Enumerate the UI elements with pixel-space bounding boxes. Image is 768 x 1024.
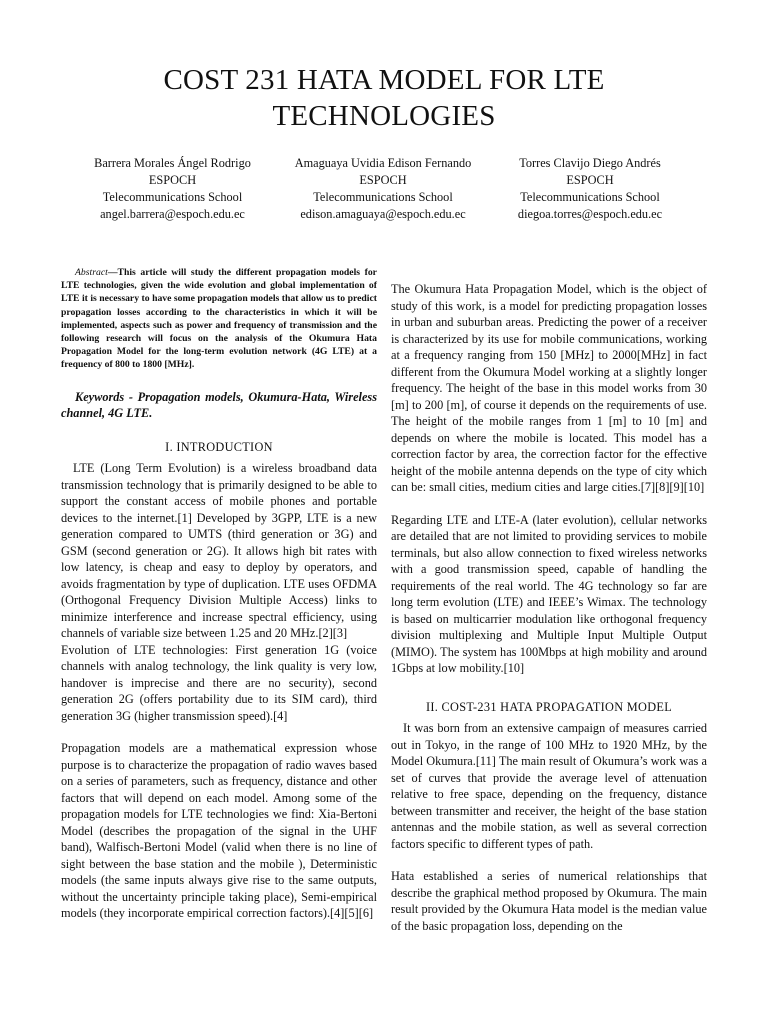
author-name: Barrera Morales Ángel Rodrigo (94, 156, 251, 170)
author-school: Telecommunications School (520, 190, 660, 204)
author-block-1 (70, 155, 275, 223)
title-line-1: COST 231 HATA MODEL FOR LTE (163, 64, 605, 96)
intro-paragraph-1: LTE (Long Term Evolution) is a wireless broadband data transmission technology that is primarily designed to be able to support the constant access of mobile phones and portable devices to the internet.[1] Developed by 3GPP, LTE is a new generation compared to UMTS (third generation or 3G) and GSM (second generation or 2G). It allows high bit rates with low latency, is cheap and easy to deploy by operators, and avoids fragmentation by type of duplication. LTE uses OFDMA (Orthogonal Frequency Division Multiple Access) links to minimize interference and increase spectral efficiency, using channels of variable size between 1.25 and 20 MHz.[2][3] (61, 461, 377, 641)
author-affiliation: ESPOCH (148, 173, 197, 187)
right-column (391, 281, 707, 934)
author-email: angel.barrera@espoch.edu.ec (100, 207, 245, 221)
cost231-paragraph-1: It was born from an extensive campaign of measures carried out in Tokyo, in the range of 100 MHz to 1920 MHz, by the Model Okumura.[11] The main result of Okumura’s work was a set of curves that provide the average level of attenuation relative to free space, depending on the frequency, distance between transmitter and receiver, the height of the base station antennas and the mobile station, as well as several correction factors specific to different types of path. (391, 721, 707, 851)
author-name: Torres Clavijo Diego Andrés (519, 156, 661, 170)
intro-paragraph-3: Propagation models are a mathematical expression whose purpose is to characterize the propagation of radio waves based on a series of parameters, such as frequency, distance and other factors that will depend on each model. Among some of the propagation models for LTE technologies we find: Xia-Bertoni Model (describes the propagation of the signal in the UHF band), Walfisch-Bertoni Model (valid when there is no line of sight between the base station and the mobile ), Deterministic models (the same inputs always give rise to the same outputs, without the uncertainty principle taking place), Semi-empirical models (they incorporate empirical correction factors).[4][5][6] (61, 741, 377, 921)
intro-paragraph-2: Evolution of LTE technologies: First generation 1G (voice channels with analog technology, the link quality is very low, handover is imprecise and there are no security), second generation 2G (offers portability due to its SIM card), third generation 3G (higher transmission speed).[4] (61, 642, 377, 723)
abstract-label: Abstract (75, 267, 108, 278)
paper-title (60, 62, 708, 134)
section-heading-cost231: II. COST-231 HATA PROPAGATION MODEL (425, 699, 673, 714)
author-affiliation: ESPOCH (359, 173, 407, 187)
abstract-text: —This article will study the different propagation models for LTE technologies, given the wide evolution and global implementation of LTE it is necessary to have some propagation models that allow us to predict propagation losses according to the characteristics in which it will be implemented, aspects such as power and frequency of transmission and the following research will focus on the analysis of the Okumura Hata Propagation Model for the long-term evolution network (4G LTE) at a frequency of 800 to 1800 [MHz]. (61, 267, 377, 371)
author-email: diegoa.torres@espoch.edu.ec (517, 207, 663, 221)
section-heading-introduction: I. INTRODUCTION (165, 439, 273, 454)
author-email: edison.amaguaya@espoch.edu.ec (300, 207, 466, 221)
left-column (61, 266, 377, 922)
okumura-hata-paragraph: The Okumura Hata Propagation Model, which is the object of study of this work, is a model for predicting propagation losses in urban and suburban areas. Predicting the power of a receiver is characterized by its use for mobile communications, working at a frequency ranging from 150 [MHz] to 2000[MHz] in fact different from the Okumura Model working at a slightly longer frequency. The height of the base in this model works from 30 [m] to 200 [m], of course it depends on the requirements of use. The height of the mobile ranges from 1 [m] to 10 [m] and depends on where the mobile is located. This model has a correction factor by area, the correction factor for the effective height of the mobile antenna depends on the type of city which can be: small cities, medium cities and large cities.[7][8][9][10] (391, 282, 707, 494)
author-school: Telecommunications School (313, 190, 453, 204)
abstract (61, 266, 377, 372)
author-affiliation: ESPOCH (566, 173, 614, 187)
author-block-2 (278, 155, 488, 223)
title-line-2: TECHNOLOGIES (272, 100, 496, 132)
lte-paragraph: Regarding LTE and LTE-A (later evolution), cellular networks are detailed that are not limited to providing services to mobile terminals, but also allow connection to fixed wireless networks with a good transmission speed, capable of handling the requirements of the real world. The 4G technology so far are long term evolution (LTE) and IEEE’s Wimax. The technology is based on multicarrier modulation like orthogonal frequency division multiplexing and Multiple Input Multiple Output (MIMO). The system has 100Mbps at high mobility and around 1Gbps at low mobility.[10] (391, 512, 707, 675)
author-name: Amaguaya Uvidia Edison Fernando (294, 156, 472, 170)
author-school: Telecommunications School (102, 190, 243, 204)
keywords: Keywords - Propagation models, Okumura-Hata, Wireless channel, 4G LTE. (61, 389, 377, 421)
author-block-3 (490, 155, 690, 223)
cost231-paragraph-2: Hata established a series of numerical relationships that describe the graphical method proposed by Okumura. The main result provided by the Okumura Hata model is the median value of the basic propagation loss, depending on the (391, 869, 707, 933)
